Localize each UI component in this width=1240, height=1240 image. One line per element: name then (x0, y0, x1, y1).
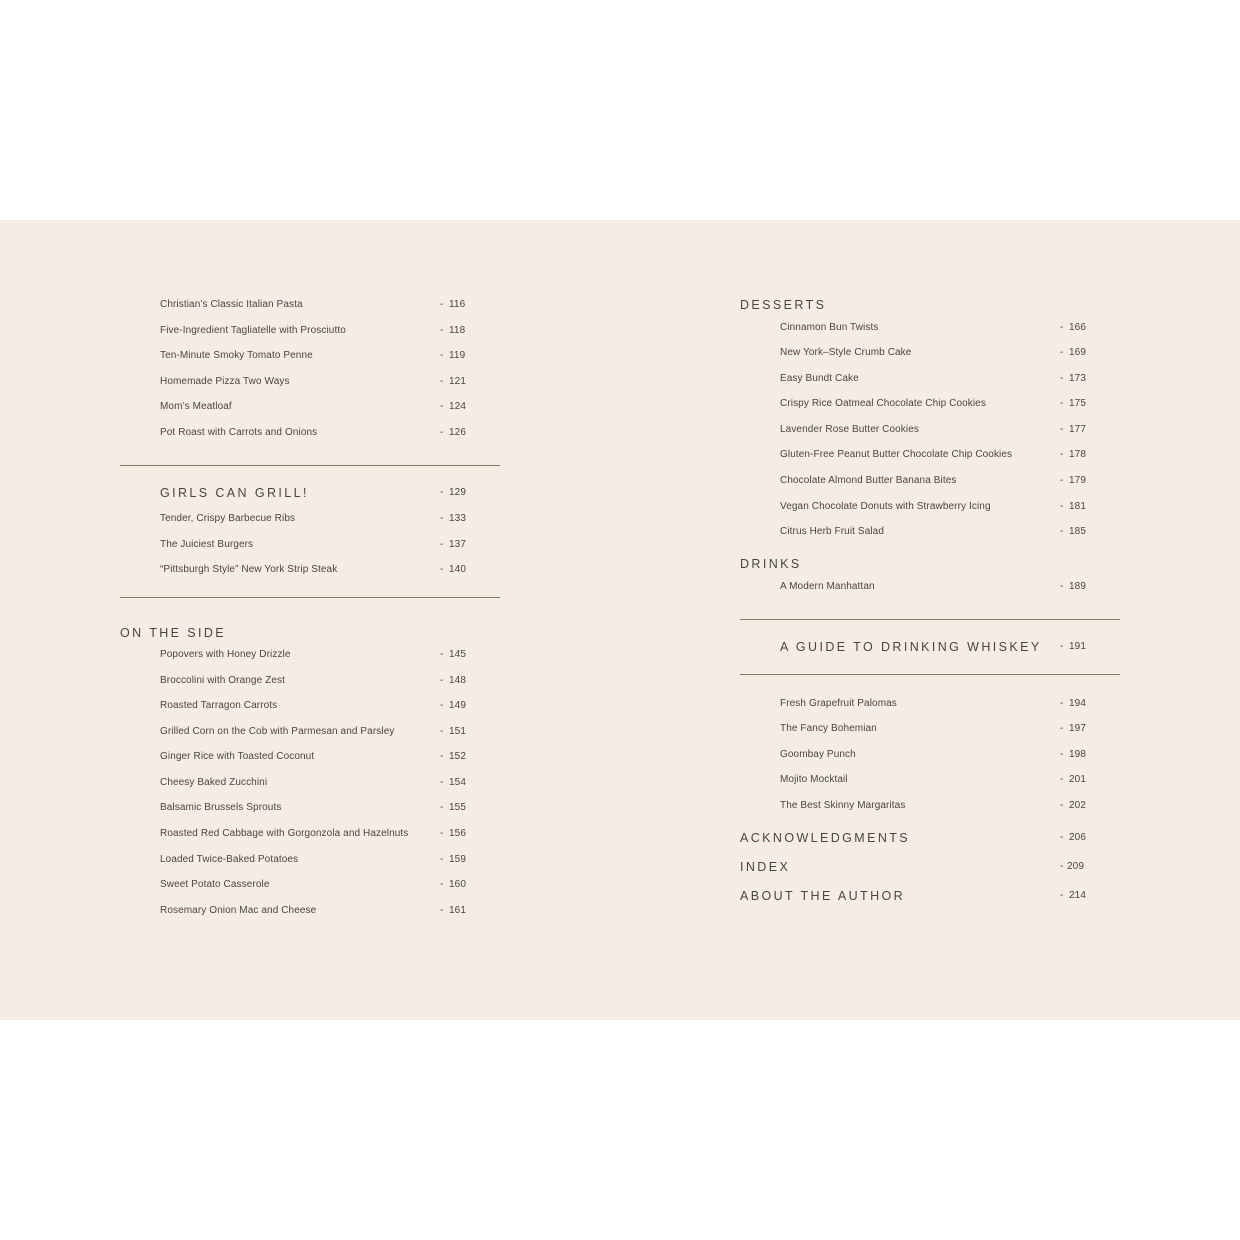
entry-title: The Fancy Bohemian (780, 723, 877, 734)
section-divider (120, 597, 500, 598)
entry-title: The Juiciest Burgers (160, 539, 254, 550)
entry-page: 140 (449, 564, 466, 575)
entry-title: Easy Bundt Cake (780, 373, 859, 384)
entry-page: 159 (449, 854, 466, 865)
entry-dash: - (1060, 424, 1064, 435)
entry-dash: - (1060, 475, 1064, 486)
entry-title: Lavender Rose Butter Cookies (780, 424, 919, 435)
entry-page: 148 (449, 675, 466, 686)
entry-dash: - (440, 401, 444, 412)
entry-page: 169 (1069, 347, 1086, 358)
entry-title: Loaded Twice-Baked Potatoes (160, 854, 299, 865)
entry-page: 155 (449, 802, 466, 813)
entry-dash: - (1060, 774, 1064, 785)
entry-page: 133 (449, 513, 466, 524)
entry-page: 178 (1069, 449, 1086, 460)
acknowledgments-heading: ACKNOWLEDGMENTS (740, 831, 911, 845)
entry-title: Sweet Potato Casserole (160, 879, 270, 890)
entry-page: 161 (449, 905, 466, 916)
entry-page: 206 (1069, 832, 1086, 843)
entry-dash: - (440, 879, 444, 890)
entry-title: Citrus Herb Fruit Salad (780, 526, 884, 537)
entry-page: 116 (449, 299, 466, 310)
entry-title: “Pittsburgh Style” New York Strip Steak (160, 564, 338, 575)
entry-page: 202 (1069, 800, 1086, 811)
entry-dash: - (440, 350, 444, 361)
entry-title: Ginger Rice with Toasted Coconut (160, 751, 315, 762)
entry-page: 181 (1069, 501, 1086, 512)
entry-title: Gluten-Free Peanut Butter Chocolate Chip Cookies (780, 449, 1013, 460)
entry-title: New York–Style Crumb Cake (780, 347, 912, 358)
entry-page: 179 (1069, 475, 1086, 486)
entry-dash: - (440, 777, 444, 788)
entry-title: Fresh Grapefruit Palomas (780, 698, 897, 709)
entry-page: 177 (1069, 424, 1086, 435)
entry-title: Cheesy Baked Zucchini (160, 777, 268, 788)
entry-title: The Best Skinny Margaritas (780, 800, 906, 811)
entry-title: Vegan Chocolate Donuts with Strawberry Icing (780, 501, 991, 512)
entry-page: 145 (449, 649, 466, 660)
entry-title: Homemade Pizza Two Ways (160, 376, 290, 387)
entry-dash: - (440, 564, 444, 575)
entry-dash: - (440, 905, 444, 916)
entry-page: 121 (449, 376, 466, 387)
entry-dash: - (1060, 501, 1064, 512)
entry-page: 129 (449, 487, 466, 498)
entry-title: Mojito Mocktail (780, 774, 848, 785)
entry-title: Broccolini with Orange Zest (160, 675, 285, 686)
entry-page: 173 (1069, 373, 1086, 384)
entry-dash: - (440, 487, 444, 498)
index-heading: INDEX (740, 860, 791, 874)
section-heading: DRINKS (740, 557, 802, 571)
entry-dash: - (1060, 373, 1064, 384)
entry-page: 201 (1069, 774, 1086, 785)
entry-title: Roasted Red Cabbage with Gorgonzola and Hazelnuts (160, 828, 409, 839)
entry-title: Christian’s Classic Italian Pasta (160, 299, 303, 310)
entry-page: 166 (1069, 322, 1086, 333)
entry-title: Mom’s Meatloaf (160, 401, 232, 412)
entry-dash: - (440, 325, 444, 336)
left-page (0, 220, 620, 1020)
entry-dash: - (440, 649, 444, 660)
entry-title: Crispy Rice Oatmeal Chocolate Chip Cookies (780, 398, 986, 409)
entry-dash: - (440, 700, 444, 711)
entry-dash: - (440, 299, 444, 310)
entry-title: Goombay Punch (780, 749, 856, 760)
entry-dash: - (1060, 800, 1064, 811)
section-divider (740, 674, 1120, 675)
entry-title: Rosemary Onion Mac and Cheese (160, 905, 317, 916)
about-author-heading: ABOUT THE AUTHOR (740, 889, 906, 903)
entry-dash: - (440, 802, 444, 813)
entry-dash: - (1060, 641, 1064, 652)
entry-title: Balsamic Brussels Sprouts (160, 802, 282, 813)
entry-title: Cinnamon Bun Twists (780, 322, 879, 333)
entry-page: 209 (1067, 861, 1084, 872)
entry-page: 214 (1069, 890, 1086, 901)
entry-page: 137 (449, 539, 466, 550)
entry-dash: - (440, 726, 444, 737)
entry-dash: - (1060, 398, 1064, 409)
entry-page: 160 (449, 879, 466, 890)
entry-dash: - (1060, 890, 1064, 901)
entry-dash: - (1060, 698, 1064, 709)
entry-title: Pot Roast with Carrots and Onions (160, 427, 318, 438)
right-page (620, 220, 1240, 1020)
entry-dash: - (1060, 449, 1064, 460)
entry-dash: - (440, 513, 444, 524)
entry-page: 154 (449, 777, 466, 788)
section-heading: GIRLS CAN GRILL! (160, 486, 309, 500)
entry-page: 152 (449, 751, 466, 762)
entry-page: 151 (449, 726, 466, 737)
entry-dash: - (1060, 347, 1064, 358)
entry-title: Five-Ingredient Tagliatelle with Prosciutto (160, 325, 346, 336)
entry-title: Tender, Crispy Barbecue Ribs (160, 513, 296, 524)
entry-title: Chocolate Almond Butter Banana Bites (780, 475, 957, 486)
entry-title: Grilled Corn on the Cob with Parmesan and Parsley (160, 726, 395, 737)
book-spread (0, 220, 1240, 1020)
entry-dash: - (440, 675, 444, 686)
entry-dash: - (440, 751, 444, 762)
entry-dash: - (440, 828, 444, 839)
section-heading: ON THE SIDE (120, 626, 227, 640)
entry-title: A Modern Manhattan (780, 581, 875, 592)
entry-page: 185 (1069, 526, 1086, 537)
section-heading: A GUIDE TO DRINKING WHISKEY (780, 640, 1042, 654)
section-heading: DESSERTS (740, 298, 827, 312)
entry-dash: - (440, 427, 444, 438)
entry-title: Ten-Minute Smoky Tomato Penne (160, 350, 313, 361)
entry-page: 126 (449, 427, 466, 438)
section-divider (120, 465, 500, 466)
entry-dash: - (1060, 322, 1064, 333)
entry-page: 194 (1069, 698, 1086, 709)
entry-page: 124 (449, 401, 466, 412)
entry-page: 119 (449, 350, 466, 361)
entry-dash: - (440, 539, 444, 550)
entry-page: 189 (1069, 581, 1086, 592)
entry-dash: - (1060, 861, 1064, 872)
entry-dash: - (1060, 723, 1064, 734)
entry-title: Roasted Tarragon Carrots (160, 700, 278, 711)
entry-dash: - (1060, 832, 1064, 843)
section-divider (740, 619, 1120, 620)
entry-page: 198 (1069, 749, 1086, 760)
entry-page: 197 (1069, 723, 1086, 734)
entry-title: Popovers with Honey Drizzle (160, 649, 291, 660)
entry-page: 175 (1069, 398, 1086, 409)
entry-dash: - (440, 854, 444, 865)
entry-page: 156 (449, 828, 466, 839)
entry-dash: - (1060, 526, 1064, 537)
entry-dash: - (440, 376, 444, 387)
entry-dash: - (1060, 749, 1064, 760)
entry-dash: - (1060, 581, 1064, 592)
entry-page: 149 (449, 700, 466, 711)
entry-page: 118 (449, 325, 466, 336)
entry-page: 191 (1069, 641, 1086, 652)
